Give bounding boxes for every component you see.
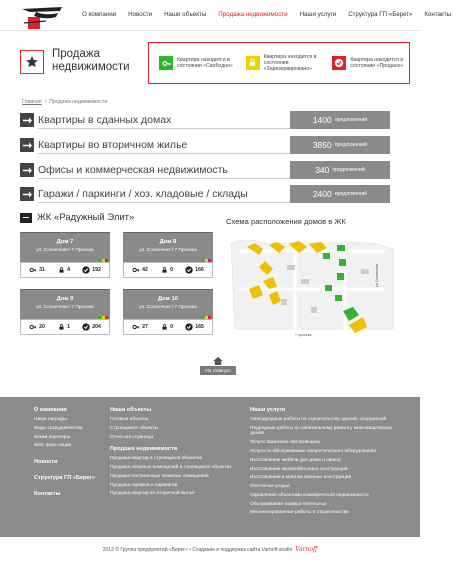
legend-reserved-text: Квартира находится в состоянии «Зарезервировано» — [263, 53, 317, 73]
house-address: ул. Солнечная / 7 Просека — [139, 247, 197, 252]
copyright — [0, 546, 420, 553]
breadcrumb-home-link[interactable]: Главная — [22, 99, 42, 105]
sold-count: 204 — [82, 323, 101, 331]
nav-item[interactable]: О компании — [82, 11, 117, 18]
complex-title-text: ЖК «Радужный Элит» — [37, 212, 135, 223]
legend-reserved — [246, 54, 323, 73]
nav-item[interactable]: Контакты — [424, 11, 452, 18]
category-label[interactable]: Квартиры во вторичном жилье — [38, 139, 188, 151]
home-icon — [213, 357, 223, 365]
footer-link[interactable]: Отчетная страница — [110, 434, 154, 440]
sold-count: 165 — [185, 323, 204, 331]
footer-link[interactable]: Управление объектами коммерческой недвижимости — [250, 492, 369, 498]
free-count: 31 — [29, 266, 45, 274]
footer-link[interactable]: Наши награды — [34, 417, 67, 422]
home-link-label[interactable]: На главную — [200, 366, 236, 375]
footer-link[interactable]: Готовые объекты — [110, 417, 149, 422]
divider — [38, 128, 300, 129]
lock-icon — [160, 266, 168, 274]
house-address: ул. Солнечная / 7 Просека — [139, 304, 197, 309]
star-icon — [20, 50, 44, 74]
free-count: 27 — [132, 323, 148, 331]
nav-item[interactable]: Продажа недвижимости — [218, 11, 288, 18]
footer-link[interactable]: Продажа квартир во вторичной жилье — [110, 491, 195, 497]
legend-free — [159, 56, 236, 70]
minus-icon[interactable] — [20, 213, 32, 223]
lock-icon — [57, 323, 65, 331]
footer-col-services — [250, 407, 400, 519]
company-logo[interactable] — [16, 3, 68, 33]
header-divider — [0, 30, 420, 31]
arrow-right-icon — [20, 163, 34, 177]
house-name[interactable]: Дом 9 — [56, 296, 74, 302]
house-stats — [123, 319, 213, 335]
house-stats — [20, 319, 110, 335]
footer-link[interactable]: Генподрядные работы по строительству зданий, сооружений — [250, 417, 387, 422]
key-icon — [29, 323, 37, 331]
breadcrumb: Главная / Продажа недвижимости — [22, 99, 108, 105]
offers-count-badge[interactable]: 1400 предложений — [290, 111, 390, 129]
footer-link[interactable]: Обслуживание газовых котельных — [250, 501, 327, 507]
lock-icon — [57, 266, 65, 274]
copyright-text: 2013 © Группа предприятий «Берег» • Создание и поддержка сайта Varnoff-studio — [102, 546, 293, 553]
breadcrumb-current: Продажа недвижимости — [49, 99, 108, 105]
footer-link[interactable]: Продажа гаражей и паркингов — [110, 482, 178, 488]
footer-link[interactable]: Строящиеся объекты — [110, 425, 158, 431]
check-icon — [82, 323, 90, 331]
key-icon — [132, 323, 140, 331]
footer-heading[interactable]: Продажа недвижимости — [110, 446, 178, 453]
footer-link[interactable]: Изготовление мебели для дома и офиса — [250, 457, 341, 463]
complex-site-plan[interactable] — [225, 229, 405, 341]
complex-section-title — [20, 212, 134, 223]
footer-link[interactable]: Охотничьи угодья — [250, 484, 290, 490]
lock-icon — [246, 56, 260, 70]
footer-link[interactable]: Услуги по обслуживанию энергетического оборудования — [250, 448, 376, 454]
footer-link[interactable]: Продажа построенных нежилых помещений — [110, 473, 209, 479]
category-row-new-apartments[interactable] — [20, 111, 400, 129]
check-icon — [185, 323, 193, 331]
house-name[interactable]: Дом 10 — [157, 296, 178, 302]
lock-icon — [160, 323, 168, 331]
reserved-count: 1 — [57, 323, 70, 331]
footer-link[interactable]: Виды сотрудничества — [34, 425, 83, 431]
free-count: 42 — [132, 266, 148, 274]
nav-item[interactable]: Наши объекты — [164, 11, 207, 18]
offers-count-badge[interactable]: 2400 предложений — [290, 185, 390, 203]
street-label: 7 просека — [295, 333, 312, 337]
footer-link[interactable]: Продажа квартир в строящихся объектах — [110, 456, 203, 462]
nav-item[interactable]: Структура ГП «Берег» — [348, 11, 413, 18]
house-card[interactable] — [123, 289, 213, 335]
footer-link[interactable]: Подрядные работы по капитальному ремонту многоквартирных домов — [250, 425, 393, 437]
footer-heading[interactable]: Наши объекты — [110, 407, 152, 413]
footer-heading[interactable]: Наши услуги — [250, 407, 286, 413]
house-card[interactable] — [20, 232, 110, 278]
footer-col-objects — [110, 407, 240, 500]
reserved-count: 0 — [160, 323, 173, 331]
nav-item[interactable]: Наши услуги — [299, 11, 337, 18]
key-icon — [29, 266, 37, 274]
divider — [38, 178, 300, 179]
category-row-garages[interactable] — [20, 185, 400, 203]
free-count: 20 — [29, 323, 45, 331]
footer-heading[interactable]: Контакты — [34, 490, 61, 497]
check-icon — [82, 266, 90, 274]
house-stats — [123, 262, 213, 278]
street-label: ул.Солнечная — [375, 263, 379, 287]
sold-count: 192 — [82, 266, 101, 274]
legend-sold — [332, 56, 409, 70]
category-row-offices[interactable] — [20, 161, 400, 179]
arrow-right-icon — [20, 138, 34, 152]
house-name[interactable]: Дом 7 — [56, 239, 74, 245]
footer-link[interactable]: Банки партнеры — [34, 434, 71, 440]
footer-link[interactable]: Изготовление железобетонных конструкций — [250, 466, 348, 472]
house-name[interactable]: Дом 8 — [159, 239, 177, 245]
footer-link[interactable]: Изготовление и монтаж оконных конструкций — [250, 475, 352, 481]
footer-link[interactable]: Механизированные работы в строительстве — [250, 510, 349, 516]
arrow-right-icon — [20, 113, 34, 127]
house-address: ул. Солнечная / 7 Просека — [36, 247, 94, 252]
divider — [38, 153, 300, 154]
reserved-count: 0 — [160, 266, 173, 274]
status-legend — [148, 42, 410, 84]
check-icon — [185, 266, 193, 274]
page-title: Продажа недвижимости — [52, 48, 130, 73]
footer-heading[interactable]: Новости — [34, 458, 58, 465]
footer-link[interactable]: Web трансляции — [34, 443, 72, 449]
scheme-title: Схема расположения домов в ЖК — [226, 217, 346, 226]
house-stats — [20, 262, 110, 278]
footer-col-company — [34, 407, 104, 501]
footer-link[interactable]: Продажа нежилых помещений в строящихся объектах — [110, 464, 232, 470]
category-label[interactable]: Квартиры в сданных домах — [38, 114, 172, 126]
footer-link[interactable]: Услуги Заказчика-Застройщика — [250, 440, 320, 446]
reserved-count: 4 — [57, 266, 70, 274]
sold-count: 166 — [185, 266, 204, 274]
nav-item[interactable]: Новости — [128, 11, 153, 18]
developer-logo[interactable]: Varnoff — [295, 546, 318, 553]
legend-free-text: Квартира находится в состоянии «Свободно» — [177, 56, 233, 69]
footer — [0, 397, 420, 537]
offers-count-badge[interactable]: 3850 предложений — [290, 136, 390, 154]
house-card[interactable] — [20, 289, 110, 335]
key-icon — [159, 56, 173, 70]
top-navigation — [76, 0, 457, 30]
footer-heading[interactable]: О компании — [34, 407, 67, 413]
divider — [38, 202, 300, 203]
offers-count-badge[interactable]: 340 предложений — [290, 161, 390, 179]
footer-heading[interactable]: Структура ГП «Берег» — [34, 474, 95, 481]
home-link[interactable] — [200, 357, 236, 377]
category-row-secondary-apartments[interactable] — [20, 136, 400, 154]
key-icon — [132, 266, 140, 274]
legend-sold-text: Квартира находится в состоянии «Продано» — [350, 56, 404, 69]
house-address: ул. Солнечная / 7 Просека — [36, 304, 94, 309]
house-card[interactable] — [123, 232, 213, 278]
arrow-right-icon — [20, 187, 34, 201]
category-label[interactable]: Гаражи / паркинги / хоз. кладовые / склады — [38, 188, 248, 200]
check-icon — [332, 56, 346, 70]
category-label[interactable]: Офисы и коммерческая недвижимость — [38, 164, 228, 176]
